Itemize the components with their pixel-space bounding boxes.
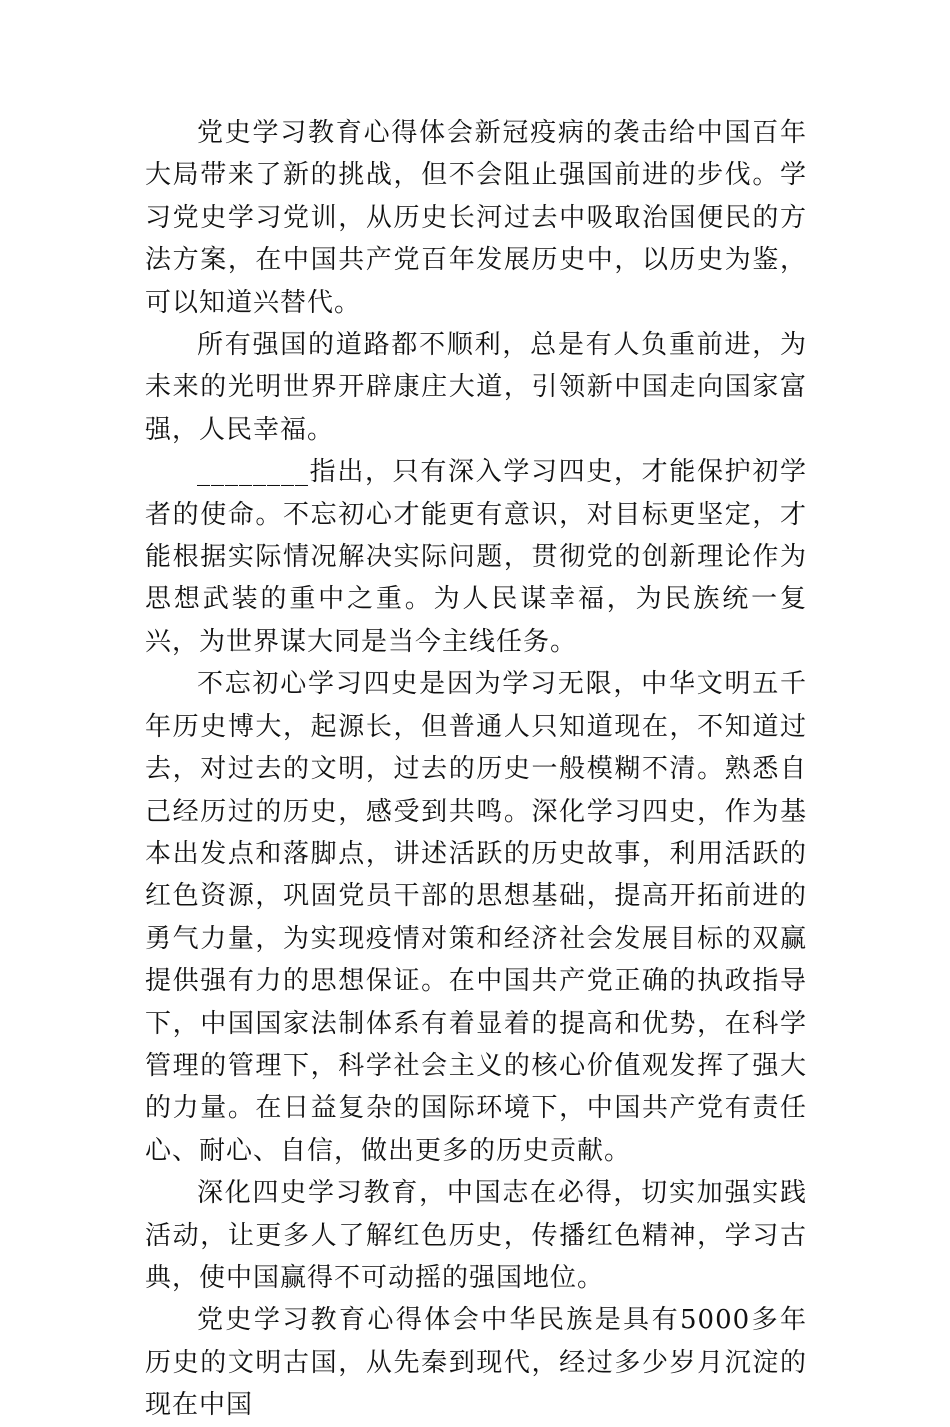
paragraph-2: 所有强国的道路都不顺利，总是有人负重前进，为未来的光明世界开辟康庄大道，引领新中国走向国家富强，人民幸福。 — [145, 330, 807, 445]
paragraph-4: 不忘初心学习四史是因为学习无限，中华文明五千年历史博大，起源长，但普通人只知道现在，不知道过去，对过去的文明，过去的历史一般模糊不清。熟悉自己经历过的历史，感受到共鸣。深化学习四史，作为基本出发点和落脚点，讲述活跃的历史故事，利用活跃的红色资源，巩固党员干部的思想基础，提高开拓前进的勇气力量，为实现疫情对策和经济社会发展目标的双赢提供强有力的思想保证。在中国共产党正确的执政指导下，中国国家法制体系有着显着的提高和优势，在科学管理的管理下，科学社会主义的核心价值观发挥了强大的力量。在日益复杂的国际环境下，中国共产党有责任心、耐心、自信，做出更多的历史贡献。 — [145, 669, 807, 1166]
paragraph-1: 党史学习教育心得体会新冠疫病的袭击给中国百年大局带来了新的挑战，但不会阻止强国前进的步伐。学习党史学习党训，从历史长河过去中吸取治国便民的方法方案，在中国共产党百年发展历史中，以历史为鉴，可以知道兴替代。 — [145, 118, 807, 318]
paragraph-6: 党史学习教育心得体会中华民族是具有5000多年历史的文明古国，从先秦到现代，经过多少岁月沉淀的现在中国 — [145, 1305, 807, 1421]
document-page — [145, 112, 807, 1427]
paragraph-3: ________指出，只有深入学习四史，才能保护初学者的使命。不忘初心才能更有意识，对目标更坚定，才能根据实际情况解决实际问题，贯彻党的创新理论作为思想武装的重中之重。为人民谋幸福，为民族统一复兴，为世界谋大同是当今主线任务。 — [145, 457, 807, 657]
paragraph-5: 深化四史学习教育，中国志在必得，切实加强实践活动，让更多人了解红色历史，传播红色精神，学习古典，使中国赢得不可动摇的强国地位。 — [145, 1178, 807, 1293]
